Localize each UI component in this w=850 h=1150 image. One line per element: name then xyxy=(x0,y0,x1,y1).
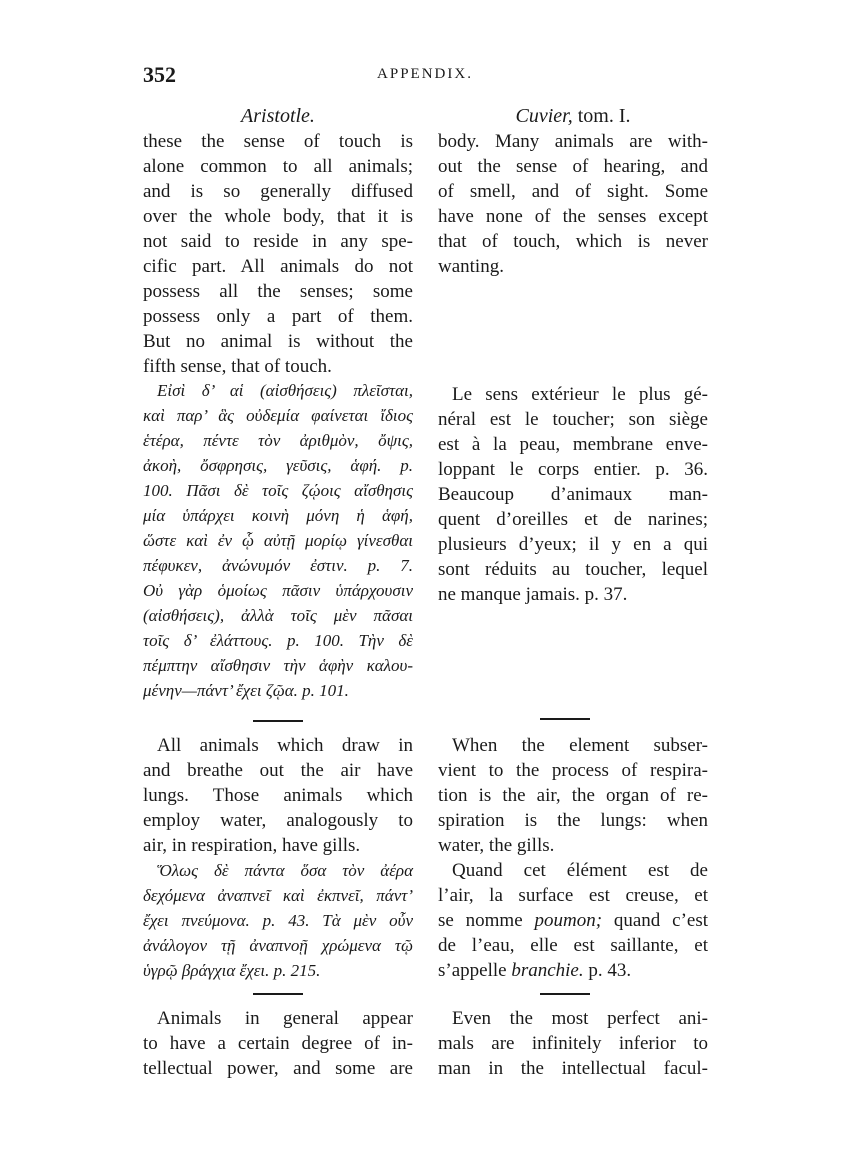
text-line: τοῖς δ’ ἐλάττους. p. 100. Τὴν δὲ xyxy=(143,631,413,650)
right-french-passage-1 xyxy=(438,382,708,607)
text-line: body. Many animals are with- xyxy=(438,131,708,152)
right-english-passage-3 xyxy=(438,1006,708,1081)
text-line: man in the intellectual facul- xyxy=(438,1058,708,1079)
text-line: Even the most perfect ani- xyxy=(452,1008,708,1029)
text-line: quent d’oreilles et de narines; xyxy=(438,509,708,530)
text-line: est à la peau, membrane enve- xyxy=(438,434,708,455)
text-line: Animals in general appear xyxy=(157,1008,413,1029)
text-line: have none of the senses except xyxy=(438,206,708,227)
text-line: ἑτέρα, πέντε τὸν ἀριθμὸν, ὄψις, xyxy=(143,431,413,450)
text-line xyxy=(438,958,708,983)
right-column-volume: tom. I. xyxy=(577,105,631,127)
text-line: But no animal is without the xyxy=(143,331,413,352)
left-greek-passage-1 xyxy=(143,378,413,703)
left-column-title: Aristotle. xyxy=(241,105,315,127)
left-greek-passage-2 xyxy=(143,858,413,983)
text-line: Le sens extérieur le plus gé- xyxy=(452,384,708,405)
text-line: πέφυκεν, ἀνώνυμόν ἐστιν. p. 7. xyxy=(143,556,413,575)
right-column xyxy=(438,104,708,279)
text-line: 100. Πᾶσι δὲ τοῖς ζῴοις αἴσθησις xyxy=(143,481,413,500)
left-english-passage-1 xyxy=(143,129,413,379)
text-line: (αἰσθήσεις), ἀλλὰ τοῖς μὲν πᾶσαι xyxy=(143,606,413,625)
text-line: Beaucoup d’animaux man- xyxy=(438,484,708,505)
text-line: vient to the process of respira- xyxy=(438,760,708,781)
text-line: ὥστε καὶ ἐν ᾧ αὐτῇ μορίῳ γίνεσθαι xyxy=(143,531,413,550)
text-fragment: s’appelle xyxy=(438,960,507,981)
text-fragment: p. 43. xyxy=(588,960,632,981)
text-line: Quand cet élément est de xyxy=(452,860,708,881)
text-line: out the sense of hearing, and xyxy=(438,156,708,177)
text-line: tion is the air, the organ of re- xyxy=(438,785,708,806)
text-fragment: se nomme xyxy=(438,910,523,931)
text-line: de l’eau, elle est saillante, et xyxy=(438,935,708,956)
left-english-passage-2 xyxy=(143,733,413,858)
text-line: possess only a part of them. xyxy=(143,306,413,327)
text-line: ἀκοὴ, ὄσφρησις, γεῦσις, ἁφή. p. xyxy=(143,456,413,475)
section-divider xyxy=(540,718,590,720)
text-line: lungs. Those animals which xyxy=(143,785,413,806)
text-line: plusieurs d’yeux; il y en a qui xyxy=(438,534,708,555)
text-line: ne manque jamais. p. 37. xyxy=(438,584,628,605)
text-line: spiration is the lungs: when xyxy=(438,810,708,831)
text-line: possess all the senses; some xyxy=(143,281,413,302)
text-line: fifth sense, that of touch. xyxy=(143,356,332,377)
text-line: δεχόμενα ἀναπνεῖ καὶ ἐκπνεῖ, πάντ’ xyxy=(143,886,413,905)
left-column xyxy=(143,104,413,379)
text-line: sont réduits au toucher, lequel xyxy=(438,559,708,580)
text-line: Οὐ γὰρ ὁμοίως πᾶσιν ὑπάρχουσιν xyxy=(143,581,413,600)
right-english-passage-1 xyxy=(438,129,708,279)
section-divider xyxy=(253,720,303,722)
text-line: All animals which draw in xyxy=(157,735,413,756)
text-line: mals are infinitely inferior to xyxy=(438,1033,708,1054)
text-line: that of touch, which is never xyxy=(438,231,708,252)
text-line: over the whole body, that it is xyxy=(143,206,413,227)
right-french-passage-2 xyxy=(438,858,708,983)
page-number: 352 xyxy=(143,62,176,87)
text-line: to have a certain degree of in- xyxy=(143,1033,413,1054)
text-line: Εἰσὶ δ’ αἱ (αἰσθήσεις) πλεῖσται, xyxy=(157,381,413,400)
text-line: cific part. All animals do not xyxy=(143,256,413,277)
text-line: Ὅλως δὲ πάντα ὅσα τὸν ἀέρα xyxy=(157,861,413,880)
text-line: μία ὑπάρχει κοινὴ μόνη ἡ ἁφή, xyxy=(143,506,413,525)
section-divider xyxy=(540,993,590,995)
text-line: ἀνάλογον τῇ ἀναπνοῇ χρώμενα τῷ xyxy=(143,936,413,955)
text-line: When the element subser- xyxy=(452,735,708,756)
text-line: loppant le corps entier. p. 36. xyxy=(438,459,708,480)
right-column-title xyxy=(438,104,708,129)
text-line: néral est le toucher; son siège xyxy=(438,409,708,430)
text-line: πέμπτην αἴσθησιν τὴν ἁφὴν καλου- xyxy=(143,656,413,675)
italic-term: branchie. xyxy=(511,960,584,981)
text-line: these the sense of touch is xyxy=(143,131,413,152)
right-column-author: Cuvier, xyxy=(515,105,573,127)
italic-term: poumon; xyxy=(534,910,603,931)
left-english-passage-3 xyxy=(143,1006,413,1081)
page-header xyxy=(0,62,850,92)
text-line xyxy=(438,908,708,933)
text-line: l’air, la surface est creuse, et xyxy=(438,885,708,906)
text-line: tellectual power, and some are xyxy=(143,1058,413,1079)
text-line: water, the gills. xyxy=(438,835,555,856)
text-line: ἔχει πνεύμονα. p. 43. Τὰ μὲν οὖν xyxy=(143,911,413,930)
text-line: alone common to all animals; xyxy=(143,156,413,177)
running-head: APPENDIX. xyxy=(377,66,473,82)
text-line: air, in respiration, have gills. xyxy=(143,835,361,856)
text-line: of smell, and of sight. Some xyxy=(438,181,708,202)
text-line: ὑγρῷ βράγχια ἔχει. p. 215. xyxy=(143,961,321,980)
text-line: wanting. xyxy=(438,256,504,277)
text-line: καὶ παρ’ ἃς οὐδεμία φαίνεται ἴδιος xyxy=(143,406,413,425)
text-fragment: quand c’est xyxy=(613,910,708,931)
section-divider xyxy=(253,993,303,995)
text-line: and breathe out the air have xyxy=(143,760,413,781)
right-english-passage-2 xyxy=(438,733,708,858)
text-line: μένην—πάντ’ ἔχει ζῷα. p. 101. xyxy=(143,681,349,700)
text-line: employ water, analogously to xyxy=(143,810,413,831)
text-line: not said to reside in any spe- xyxy=(143,231,413,252)
text-line: and is so generally diffused xyxy=(143,181,413,202)
